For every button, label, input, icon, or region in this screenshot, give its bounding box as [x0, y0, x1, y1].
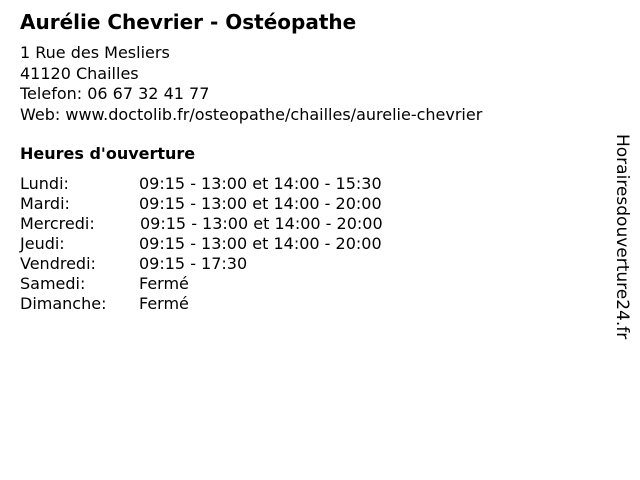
address-block [20, 43, 482, 125]
day-label: Jeudi: [20, 234, 65, 253]
day-label: Vendredi: [20, 254, 96, 273]
time-range: 09:15 - 13:00 et 14:00 - 20:00 [140, 214, 383, 233]
hours-heading: Heures d'ouverture [20, 144, 196, 163]
day-label: Mercredi: [20, 214, 95, 233]
time-range: 09:15 - 13:00 et 14:00 - 15:30 [139, 174, 382, 193]
website-url: Web: www.doctolib.fr/osteopathe/chailles/aurelie-chevrier [20, 104, 483, 124]
phone-number: Telefon: 06 67 32 41 77 [20, 84, 210, 103]
time-range: 09:15 - 17:30 [139, 254, 248, 273]
day-label: Lundi: [20, 174, 69, 193]
day-label: Samedi: [20, 274, 86, 293]
street-address: 1 Rue des Mesliers [20, 43, 170, 62]
city-postcode: 41120 Chailles [20, 63, 139, 83]
page-title: Aurélie Chevrier - Ostéopathe [20, 10, 357, 34]
site-watermark: Horairesdouverture24.fr [612, 134, 632, 340]
day-label: Dimanche: [20, 294, 107, 313]
day-label: Mardi: [20, 194, 70, 213]
time-range: 09:15 - 13:00 et 14:00 - 20:00 [139, 194, 382, 213]
time-range: 09:15 - 13:00 et 14:00 - 20:00 [139, 234, 382, 253]
time-range: Fermé [139, 274, 189, 293]
time-range: Fermé [139, 294, 189, 313]
